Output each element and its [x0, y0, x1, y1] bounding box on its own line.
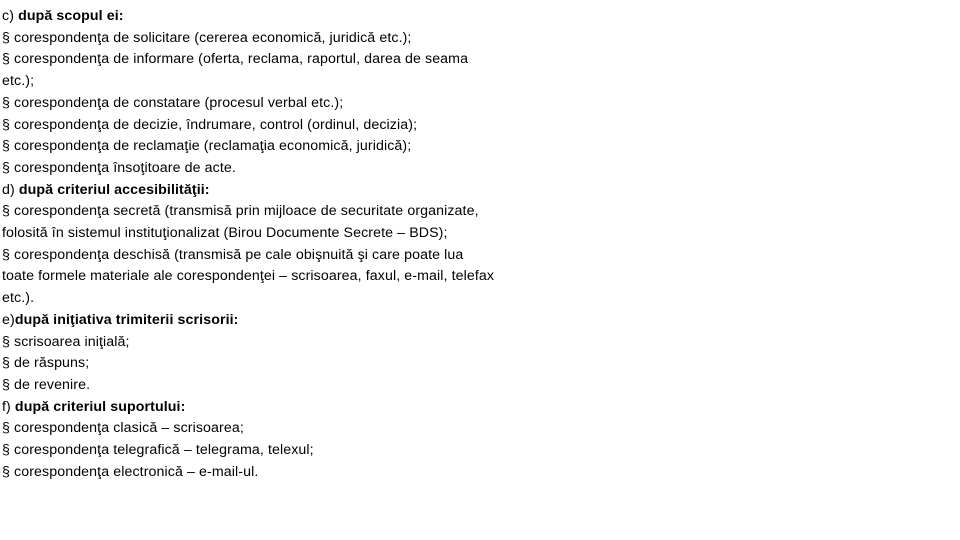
list-item: § corespondenţa însoţitoare de acte.: [2, 159, 236, 176]
list-item: § corespondenţa electronică – e-mail-ul.: [2, 463, 259, 480]
heading-c: [2, 6, 602, 28]
list-item: § corespondenţa de solicitare (cererea economică, juridică etc.);: [2, 29, 412, 46]
document-body: [2, 6, 602, 483]
list-item-continuation: folosită în sistemul instituţionalizat (Birou Documente Secrete – BDS);: [2, 225, 448, 242]
list-item: § corespondenţa telegrafică – telegrama, telexul;: [2, 442, 314, 459]
heading-f: [2, 397, 602, 419]
list-item: § de revenire.: [2, 376, 91, 393]
heading-text: după scopul ei:: [18, 8, 124, 24]
heading-text: după criteriul suportului:: [14, 398, 186, 415]
list-item: § de răspuns;: [2, 355, 90, 372]
list-item: § corespondenţa deschisă (transmisă pe cale obişnuită şi care poate lua: [2, 246, 464, 263]
line-prefix: e): [2, 311, 15, 328]
list-item-continuation: etc.);: [2, 73, 35, 90]
heading-e: [2, 310, 602, 332]
list-item-continuation: etc.).: [2, 290, 35, 307]
heading-text: după iniţiativa trimiterii scrisorii:: [14, 311, 239, 328]
heading-text: după criteriul accesibilităţii:: [18, 181, 210, 198]
line-prefix: f): [2, 398, 15, 415]
line-prefix: c): [2, 8, 19, 24]
list-item: § corespondenţa secretă (transmisă prin mijloace de securitate organizate,: [2, 203, 479, 220]
list-item: § corespondenţa de constatare (procesul verbal etc.);: [2, 94, 344, 111]
heading-d: [2, 180, 602, 202]
list-item-continuation: toate formele materiale ale corespondenţei – scrisoarea, faxul, e-mail, telefax: [2, 268, 495, 285]
line-prefix: d): [2, 181, 19, 198]
list-item: § corespondenţa de reclamaţie (reclamaţia economică, juridică);: [2, 138, 412, 155]
list-item: § scrisoarea iniţială;: [2, 333, 130, 350]
list-item: § corespondenţa de informare (oferta, reclama, raportul, darea de seama: [2, 51, 469, 68]
list-item: § corespondenţa clasică – scrisoarea;: [2, 420, 244, 437]
list-item: § corespondenţa de decizie, îndrumare, control (ordinul, decizia);: [2, 116, 418, 133]
